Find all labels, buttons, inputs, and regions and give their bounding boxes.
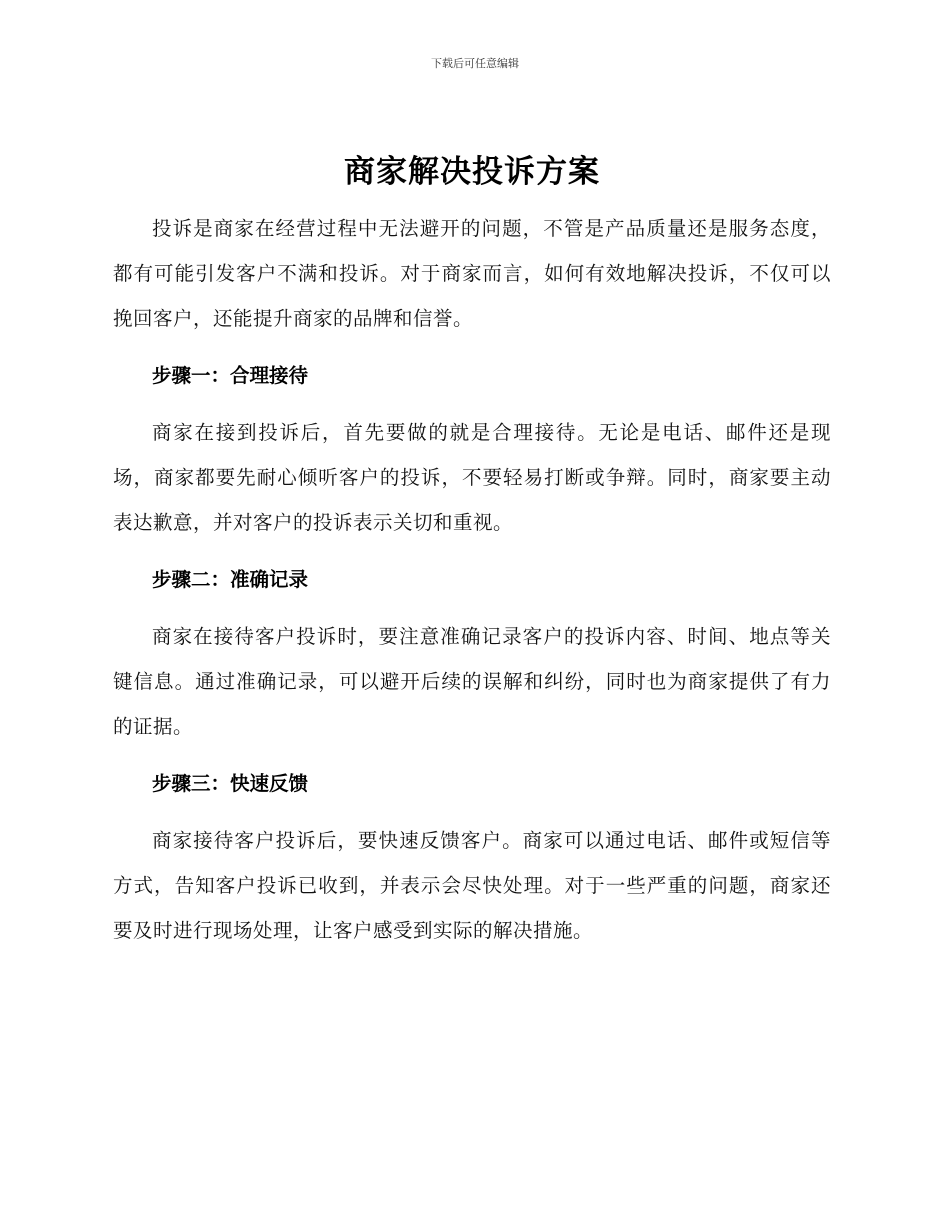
step-1-body: 商家在接到投诉后，首先要做的就是合理接待。无论是电话、邮件还是现场，商家都要先耐心倾听客户的投诉，不要轻易打断或争辩。同时，商家要主动表达歉意，并对客户的投诉表示关切和重视。 bbox=[113, 421, 831, 534]
document-title: 商家解决投诉方案 bbox=[344, 154, 600, 190]
step-3-heading: 步骤三：快速反馈 bbox=[152, 772, 309, 795]
intro-paragraph: 投诉是商家在经营过程中无法避开的问题，不管是产品质量还是服务态度，都有可能引发客户不满和投诉。对于商家而言，如何有效地解决投诉，不仅可以挽回客户，还能提升商家的品牌和信誉。 bbox=[113, 217, 831, 330]
header-note: 下载后可任意编辑 bbox=[431, 57, 519, 70]
step-2-heading: 步骤二：准确记录 bbox=[152, 568, 309, 591]
step-1-heading: 步骤一：合理接待 bbox=[152, 364, 309, 387]
step-2-body: 商家在接待客户投诉时，要注意准确记录客户的投诉内容、时间、地点等关键信息。通过准确记录，可以避开后续的误解和纠纷，同时也为商家提供了有力的证据。 bbox=[113, 625, 831, 738]
step-3-body: 商家接待客户投诉后，要快速反馈客户。商家可以通过电话、邮件或短信等方式，告知客户投诉已收到，并表示会尽快处理。对于一些严重的问题，商家还要及时进行现场处理，让客户感受到实际的解决措施。 bbox=[113, 829, 831, 942]
document-content bbox=[113, 150, 831, 953]
